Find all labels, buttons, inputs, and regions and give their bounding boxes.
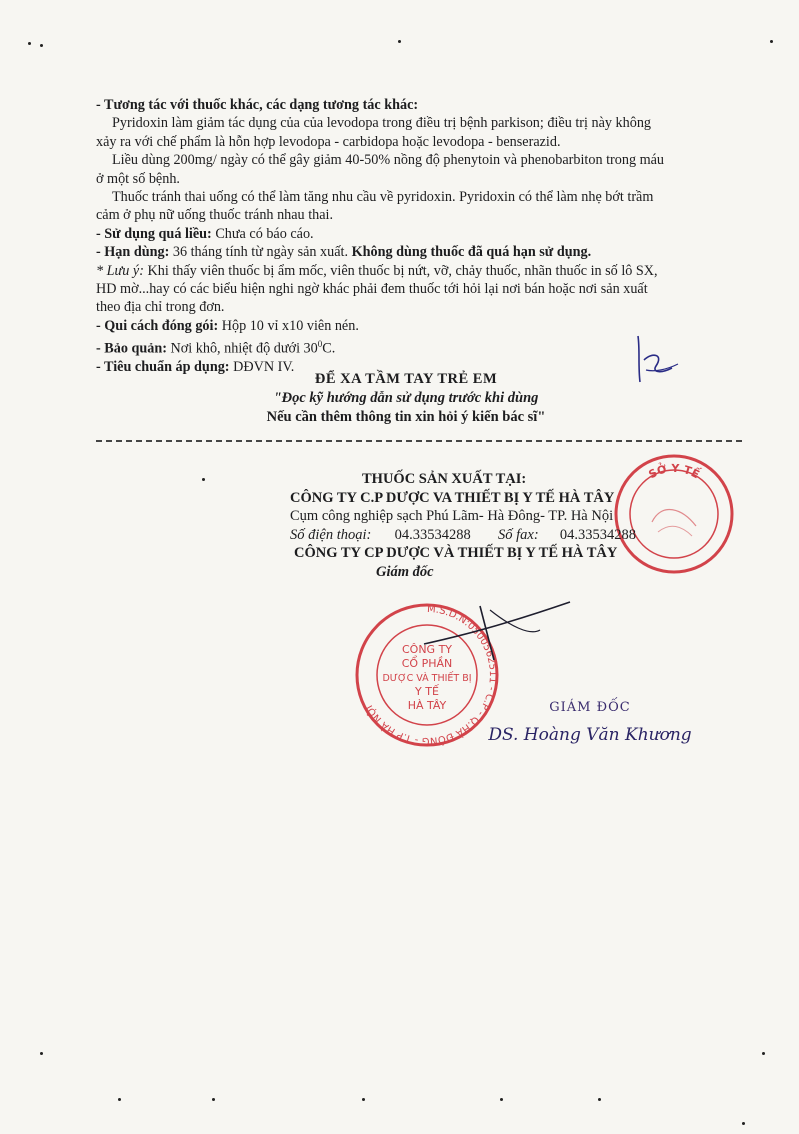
storage-value: Nơi khô, nhiệt độ dưới 30 [166, 341, 318, 358]
interaction-text: Liều dùng 200mg/ ngày có thể gây giảm 40-50% nồng độ phenytoin và phenobarbiton trong máu [112, 152, 665, 169]
manufacturer-heading: THUỐC SẢN XUẤT TẠI: [362, 471, 527, 487]
seal-line: HÀ TÂY [407, 699, 447, 712]
scan-speck [28, 42, 31, 45]
seal-line: CỔ PHẦN [401, 657, 453, 670]
scan-speck [202, 478, 205, 481]
expiry-label: - Hạn dùng: [96, 244, 170, 261]
note-text: Khi thấy viên thuốc bị ẩm mốc, viên thuốc bị nứt, vỡ, chảy thuốc, nhãn thuốc in số lô SX, [143, 262, 658, 279]
dashed-divider [96, 440, 742, 442]
note-row [96, 262, 756, 280]
signature-name: DS. Hoàng Văn Khương [488, 725, 692, 745]
scan-speck [742, 1122, 745, 1125]
manufacturer-contacts [290, 526, 710, 545]
fax-value: 04.33534288 [559, 526, 637, 543]
manufacturer-company-2: CÔNG TY CP DƯỢC VÀ THIẾT BỊ Y TẾ HÀ TÂY [294, 545, 618, 561]
manufacturer-block [290, 470, 710, 581]
signature-block [480, 700, 700, 745]
warning-title: ĐỂ XA TẦM TAY TRẺ EM [314, 371, 498, 387]
warning-block [96, 370, 716, 427]
packing-label: - Qui cách đóng gói: [96, 317, 219, 334]
manufacturer-company: CÔNG TY C.P DƯỢC VA THIẾT BỊ Y TẾ HÀ TÂY [290, 489, 615, 506]
standard-label: - Tiêu chuẩn áp dụng: [96, 359, 230, 376]
warning-line: "Đọc kỹ hướng dẫn sử dụng trước khi dùng [273, 390, 539, 406]
signature-strokes [420, 596, 580, 666]
seal-top-text: SỞ Y TẾ [646, 461, 702, 482]
scan-speck [500, 1098, 503, 1101]
scan-speck [598, 1098, 601, 1101]
note-text: theo địa chỉ trong đơn. [96, 299, 225, 316]
interaction-text: Thuốc tránh thai uống có thể làm tăng nhu cầu về pyridoxin. Pyridoxin có thể làm nhẹ bớt trầm [112, 189, 654, 206]
interaction-text: ở một số bệnh. [96, 170, 180, 187]
scan-speck [118, 1098, 121, 1101]
packing-value: Hộp 10 vỉ x10 viên nén. [218, 317, 359, 334]
scan-speck [40, 44, 43, 47]
scan-speck [362, 1098, 365, 1101]
overdose-value: Chưa có báo cáo. [211, 225, 314, 242]
interaction-text: Pyridoxin làm giảm tác dụng của của levodopa trong điều trị bệnh parkison; điều trị này không [112, 115, 652, 132]
seal-line: DƯỢC VÀ THIẾT BỊ [382, 673, 472, 684]
storage-label: - Bảo quản: [96, 341, 167, 358]
storage-degree: 0 [317, 339, 323, 350]
expiry-row [96, 243, 756, 261]
director-label: Giám đốc [376, 563, 434, 580]
warning-line: Nếu cần thêm thông tin xin hỏi ý kiến bác sĩ" [266, 409, 546, 425]
overdose-label: - Sử dụng quá liều: [96, 225, 212, 242]
scan-speck [212, 1098, 215, 1101]
signature-title: GIÁM ĐỐC [549, 700, 631, 715]
seal-line: Y TẾ [415, 685, 439, 698]
scan-speck [762, 1052, 765, 1055]
note-label: * Lưu ý: [96, 262, 144, 279]
seal-line: CÔNG TY [401, 643, 453, 656]
seal-outer-text: M.S.D.N:0500562511 - C.P - Q.HÀ ĐÔNG - T.P HÀ NỘI [364, 603, 499, 747]
standard-value: DĐVN IV. [229, 359, 295, 376]
storage-unit: C. [322, 341, 336, 358]
manufacturer-address: Cụm công nghiệp sạch Phú Lãm- Hà Đông- TP. Hà Nội [290, 508, 614, 524]
scan-speck [770, 40, 773, 43]
interaction-text: xảy ra với chế phẩm là hỗn hợp levodopa - carbidopa hoặc levodopa - benserazid. [96, 133, 561, 150]
interaction-text: cảm ở phụ nữ uống thuốc tránh nhau thai. [96, 207, 334, 224]
interaction-heading: - Tương tác với thuốc khác, các dạng tương tác khác: [96, 97, 419, 113]
fax-label: Số fax: [497, 526, 539, 543]
expiry-value: 36 tháng tính từ ngày sản xuất. [169, 244, 352, 261]
scan-speck [398, 40, 401, 43]
note-text: HD mờ...hay có các biểu hiện nghi ngờ khác phải đem thuốc tới hỏi lại nơi bán hoặc nơi sản xuất [96, 281, 648, 298]
scan-speck [40, 1052, 43, 1055]
overdose-row [96, 225, 756, 243]
phone-label: Số điện thoại: [290, 526, 372, 543]
phone-value: 04.33534288 [394, 526, 471, 543]
expiry-warning: Không dùng thuốc đã quá hạn sử dụng. [351, 244, 592, 261]
